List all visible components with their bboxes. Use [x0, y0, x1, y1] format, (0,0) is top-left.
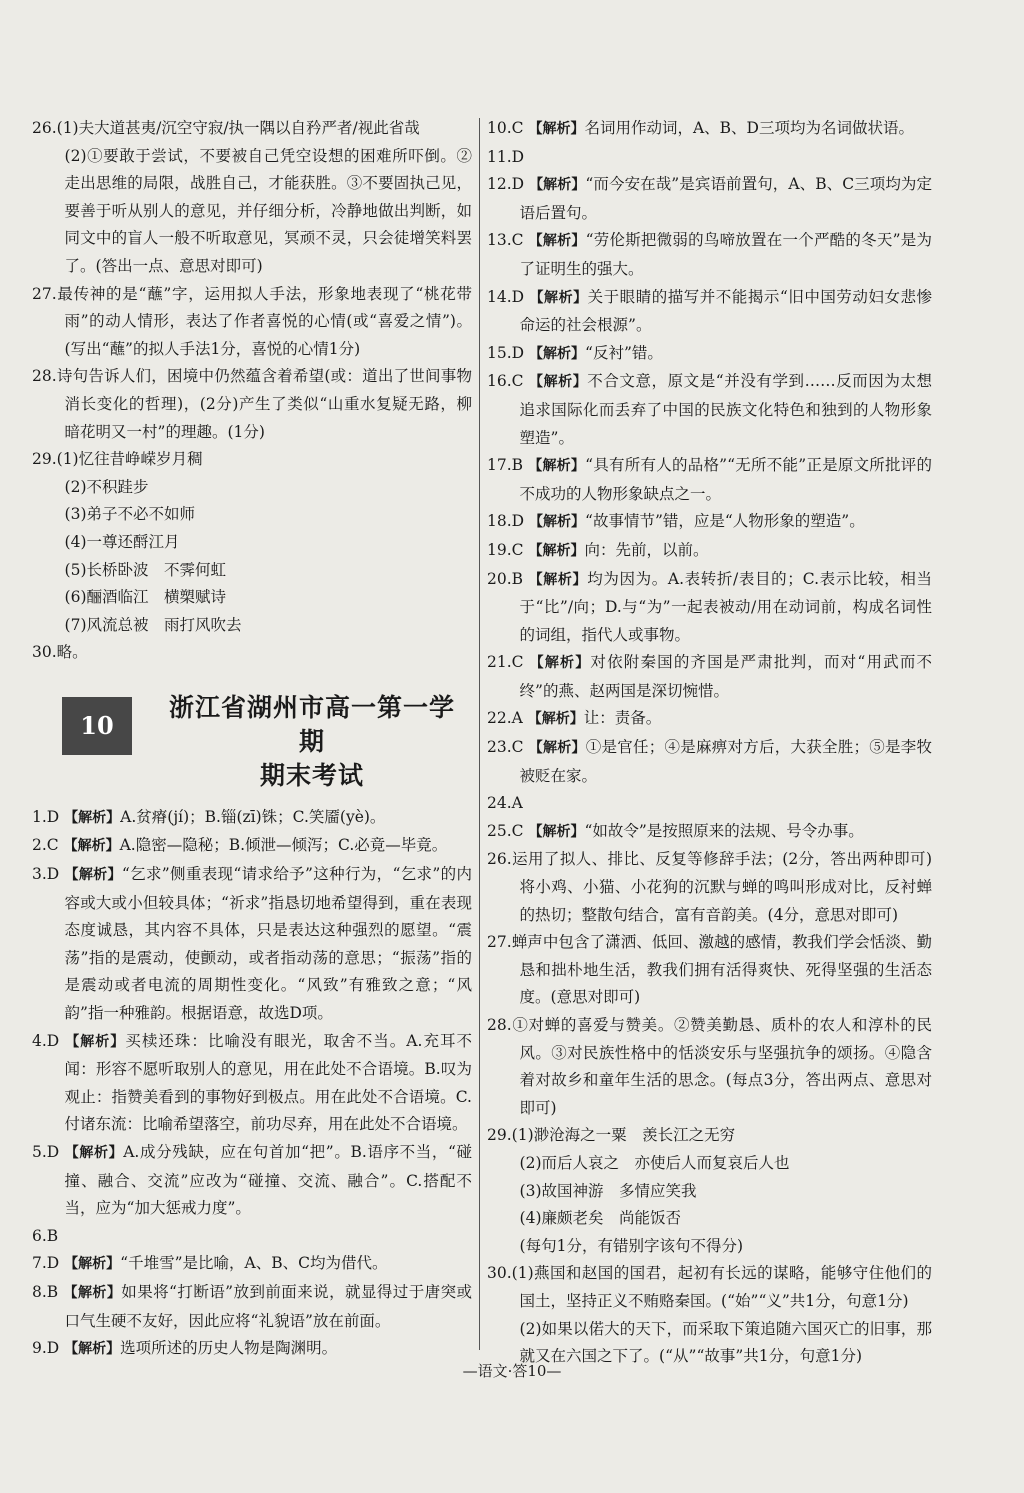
answer-text: A.成分残缺，应在句首加“把”。B.语序不当，“碰撞、融合、交流”应改为“碰撞、交流、融合”。C.搭配不当，应为“加大惩戒力度”。: [64, 1143, 472, 1218]
answer-subline: (3)故国神游 多情应笑我: [519, 1181, 697, 1200]
answer-text: 关于眼睛的描写并不能揭示“旧中国劳动妇女悲惨命运的社会根源”。: [519, 287, 932, 335]
answer-item: [487, 368, 932, 452]
answer-item: [32, 804, 472, 833]
answer-item: [487, 649, 932, 705]
analysis-tag: 【解析】: [64, 1145, 124, 1161]
answer-line: (3)弟子不必不如师: [64, 505, 196, 524]
answer-number: 27.: [487, 933, 512, 952]
analysis-tag: 【解析】: [527, 711, 584, 728]
right-column: [487, 115, 932, 1371]
analysis-tag: 【解析】: [528, 233, 586, 250]
answer-item: [487, 566, 932, 650]
answer-line: (7)风流总被 雨打风吹去: [64, 615, 242, 634]
section-header: [32, 687, 472, 792]
analysis-tag: 【解析】: [528, 823, 585, 840]
answer-text: 运用了拟人、排比、反复等修辞手法；(2分，答出两种即可)将小鸡、小猫、小花狗的沉默与蝉的鸣叫形成对比，反衬蝉的热切；整散句结合，富有音韵美。(4分，意思对即可): [511, 850, 932, 924]
answer-text: “劳伦斯把微弱的鸟啼放置在一个严酷的冬天”是为了证明生的强大。: [519, 231, 932, 278]
left-bottom-answers: [32, 804, 472, 1364]
answer-number: 12.D: [487, 175, 525, 194]
answer-number: 26.: [487, 850, 512, 869]
answer-number: 29.: [487, 1126, 512, 1145]
answer-item: [487, 144, 932, 172]
answer-item: [487, 818, 932, 847]
analysis-tag: 【解析】: [528, 121, 585, 137]
answer-item: [487, 734, 932, 790]
answer-item: [487, 227, 932, 283]
answer-line: 29.(1)忆往昔峥嵘岁月稠: [32, 450, 203, 469]
answer-line: (5)长桥卧波 不霁何虹: [64, 560, 227, 579]
answer-text: 买椟还珠：比喻没有眼光，取舍不当。A.充耳不闻：形容不愿听取别人的意见，用在此处不合语境。B.叹为观止：指赞美看到的事物好到极点。用在此处不合语境。C.付诸东流：比喻希望落空，前功尽弃，用在此处不合语境。: [64, 1031, 473, 1134]
analysis-tag: 【解析】: [529, 655, 591, 672]
answer-number: 3.D: [32, 865, 60, 884]
answer-subline: (4)廉颇老矣 尚能饭否: [519, 1209, 682, 1228]
answer-number: 10.C: [487, 119, 524, 137]
answer-text: 向：先前，以前。: [584, 540, 709, 559]
answer-number: 8.B: [32, 1282, 59, 1301]
answer-item: [487, 171, 932, 227]
answer-text: 选项所述的历史人物是陶渊明。: [120, 1339, 338, 1358]
answer-number: 18.D: [487, 512, 525, 531]
answer-number: 28.: [487, 1016, 512, 1034]
answer-number: 4.D: [32, 1031, 60, 1050]
answer-number: 9.D: [32, 1339, 60, 1358]
analysis-tag: 【解析】: [529, 177, 586, 194]
answer-line: 30.略。: [32, 643, 88, 662]
analysis-tag: 【解析】: [529, 345, 586, 362]
answer-text: “反衬”错。: [585, 343, 663, 362]
answer-number: 22.A: [487, 709, 523, 728]
answer-number: 24.A: [487, 794, 523, 813]
column-divider: [479, 118, 480, 1350]
left-column: [32, 115, 472, 1364]
answer-number: 7.D: [32, 1254, 60, 1273]
answer-item: [32, 1139, 472, 1223]
answer-number: 25.C: [487, 821, 524, 840]
answer-item: [32, 1223, 472, 1251]
answer-item: [487, 115, 932, 144]
answer-text: 不合文意，原文是“并没有学到……反而因为太想追求国际化而丢弃了中国的民族文化特色和独到的人物形象塑造”。: [519, 372, 932, 447]
answer-line: (2)①要敢于尝试，不要被自己凭空设想的困难所吓倒。②走出思维的局限，战胜自己，才能获胜。③不要固执己见，要善于听从别人的意见，并仔细分析，冷静地做出判断，如同文中的盲人一般不听取意见，冥顽不灵，只会徒增笑料罢了。(答出一点、意思对即可): [64, 146, 472, 275]
answer-number: 1.D: [32, 807, 60, 826]
section-title-line1: 浙江省湖州市高一第一学期: [168, 692, 455, 756]
answer-text: “千堆雪”是比喻，A、B、C均为借代。: [120, 1254, 388, 1273]
answer-item: [487, 284, 932, 340]
answer-text: (1)渺沧海之一粟 羡长江之无穷: [511, 1126, 736, 1145]
answer-item: [32, 1028, 472, 1139]
answer-number: 14.D: [487, 287, 525, 306]
answer-text: “具有所有人的品格”“无所不能”正是原文所批评的不成功的人物形象缺点之一。: [519, 456, 932, 503]
answer-line: 26.(1)夫大道甚夷/沉空守寂/执一隅以自矜严者/视此省哉: [32, 119, 420, 137]
analysis-tag: 【解析】: [528, 740, 586, 757]
analysis-tag: 【解析】: [529, 374, 588, 391]
answer-item: [487, 1260, 932, 1315]
section-title-line2: 期末考试: [259, 760, 364, 790]
answer-text: A.隐密—隐秘；B.倾泄—倾泻；C.必竟—毕竟。: [119, 836, 448, 855]
analysis-tag: 【解析】: [64, 1256, 121, 1273]
analysis-tag: 【解析】: [63, 1284, 122, 1301]
answer-text: 如果将“打断语”放到前面来说，就显得过于唐突或口气生硬不友好，因此应将“礼貌语”放在前面。: [64, 1282, 472, 1330]
analysis-tag: 【解析】: [528, 542, 585, 559]
answer-line: (6)酾酒临江 横槊赋诗: [64, 588, 227, 607]
section-title: [157, 691, 467, 793]
analysis-tag: 【解析】: [64, 1341, 121, 1358]
answer-item: [487, 452, 932, 508]
answer-item: [32, 1279, 472, 1335]
analysis-tag: 【解析】: [64, 809, 121, 826]
answer-number: 16.C: [487, 372, 524, 391]
answer-number: 19.C: [487, 540, 524, 559]
answer-item: [32, 861, 472, 1028]
answer-number: 17.B: [487, 456, 524, 475]
answer-number: 5.D: [32, 1143, 60, 1161]
answer-number: 21.C: [487, 653, 524, 672]
answer-subline: (2)如果以偌大的天下，而采取下策追随六国灭亡的旧事，那就又在六国之下了。(“从”“故事”共1分，句意1分): [519, 1319, 932, 1366]
answer-text: 让：责备。: [583, 709, 662, 728]
answer-number: 20.B: [487, 569, 524, 588]
answer-number: 2.C: [32, 836, 59, 855]
answer-item: [487, 790, 932, 818]
answer-number: 6.B: [32, 1226, 59, 1245]
answer-item: [32, 832, 472, 861]
answer-number: 13.C: [487, 231, 524, 250]
answer-text: A.贫瘠(jí)；B.锱(zī)铢；C.笑靥(yè)。: [120, 807, 386, 826]
left-top-answers: [32, 115, 472, 667]
analysis-tag: 【解析】: [529, 289, 588, 306]
answer-text: 蝉声中包含了潇洒、低回、激越的感情，教我们学会恬淡、勤恳和拙朴地生活，教我们拥有活得爽快、死得坚强的生活态度。(意思对即可): [511, 933, 932, 1007]
answer-number: 11.D: [487, 147, 525, 166]
answer-line: (4)一尊还酹江月: [64, 532, 180, 551]
answer-item: [487, 929, 932, 1012]
answer-item: [487, 537, 932, 566]
answer-item: [487, 508, 932, 537]
answer-text: “而今安在哉”是宾语前置句，A、B、C三项均为定语后置句。: [519, 175, 932, 222]
answer-item: [487, 1012, 932, 1122]
answer-item: [32, 1250, 472, 1279]
analysis-tag: 【解析】: [65, 1033, 126, 1050]
answer-subline: (每句1分，有错别字该句不得分): [519, 1236, 744, 1255]
answer-item: [487, 846, 932, 929]
analysis-tag: 【解析】: [529, 514, 586, 531]
answer-number: 15.D: [487, 343, 525, 362]
answer-text: “故事情节”错，应是“人物形象的塑造”。: [585, 512, 865, 531]
answer-number: 30.: [487, 1264, 512, 1283]
answer-text: ①对蝉的喜爱与赞美。②赞美勤恳、质朴的农人和淳朴的民风。③对民族性格中的恬淡安乐与坚强抗争的颂扬。④隐含着对故乡和童年生活的思念。(每点3分，答出两点、意思对即可): [511, 1016, 932, 1117]
analysis-tag: 【解析】: [528, 458, 586, 475]
answer-item: [487, 340, 932, 369]
analysis-tag: 【解析】: [64, 867, 122, 884]
answer-line: (2)不积跬步: [64, 477, 149, 496]
answer-text: ①是官任；④是麻痹对方后，大获全胜；⑤是李牧被贬在家。: [519, 738, 932, 785]
answer-text: (1)燕国和赵国的国君，起初有长远的谋略，能够守住他们的国土，坚持正义不贿赂秦国。(“始”“义”共1分，句意1分): [511, 1264, 932, 1310]
answer-number: 23.C: [487, 738, 524, 757]
answer-line: 28.诗句告诉人们，困境中仍然蕴含着希望(或：道出了世间事物消长变化的哲理)，(2分)产生了类似“山重水复疑无路，柳暗花明又一村”的理趣。(1分): [32, 367, 472, 441]
analysis-tag: 【解析】: [528, 571, 588, 588]
answer-item: [487, 705, 932, 734]
answer-text: “乞求”侧重表现“请求给予”这种行为，“乞求”的内容或大或小但较具体；“祈求”指恳切地希望得到，重在表现态度诚恳，其内容不具体，只是表达这种强烈的愿望。“震荡”指的是震动，使颤动，或者指动荡的意思；“振荡”指的是震动或者电流的周期性变化。“风致”有雅致之意；“风韵”指一种雅韵。根据语意，故选D项。: [64, 865, 472, 1023]
answer-text: 均为因为。A.表转折/表目的；C.表示比较，相当于“比”/向；D.与“为”一起表被动/用在动词前，构成名词性的词组，指代人或事物。: [519, 569, 933, 644]
answer-line: 27.最传神的是“蘸”字，运用拟人手法，形象地表现了“桃花带雨”的动人情形，表达了作者喜悦的心情(或“喜爱之情”)。(写出“蘸”的拟人手法1分，喜悦的心情1分): [32, 284, 472, 358]
answer-text: “如故令”是按照原来的法规、号令办事。: [584, 821, 864, 840]
answer-subline: (2)而后人哀之 亦使后人而复哀后人也: [519, 1153, 790, 1172]
analysis-tag: 【解析】: [63, 838, 120, 855]
answer-item: [487, 1122, 932, 1150]
answer-text: 对依附秦国的齐国是严肃批判，而对“用武而不终”的燕、赵两国是深切惋惜。: [519, 653, 933, 700]
right-answers: [487, 115, 932, 1371]
page-footer: —语文·答10—: [462, 1362, 562, 1380]
answer-text: 名词用作动词，A、B、D三项均为名词做状语。: [584, 119, 914, 137]
section-number-badge: 10: [62, 697, 132, 755]
